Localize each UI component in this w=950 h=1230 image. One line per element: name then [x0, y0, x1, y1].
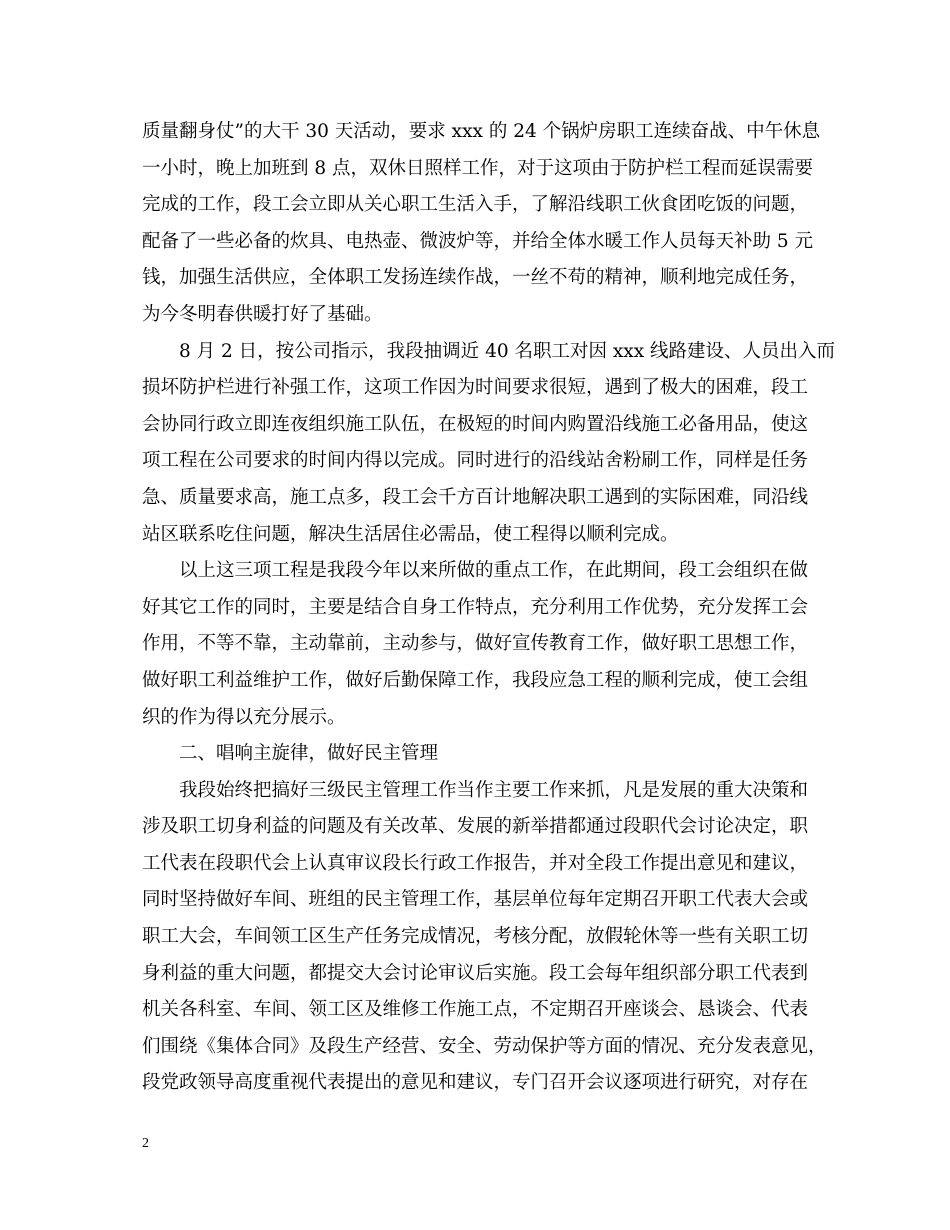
text-line: 同时坚持做好车间、班组的民主管理工作，基层单位每年定期召开职工代表大会或 [142, 889, 809, 911]
text-line: 们围绕《集体合同》及段生产经营、安全、劳动保护等方面的情况、充分发表意见， [142, 1035, 827, 1057]
text-line: 站区联系吃住问题，解决生活居住必需品，使工程得以顺利完成。 [142, 523, 679, 545]
text-line: 钱，加强生活供应，全体职工发扬连续作战，一丝不苟的精神，顺利地完成任务， [142, 267, 809, 289]
text-line: 急、质量要求高，施工点多，段工会千方百计地解决职工遇到的实际困难，同沿线 [142, 486, 809, 508]
paragraph-first-line: 8 月 2 日，按公司指示，我段抽调近 40 名职工对因 xxx 线路建设、人员出入而 [179, 340, 836, 362]
text-line: 会协同行政立即连夜组织施工队伍，在极短的时间内购置沿线施工必备用品，使这 [142, 413, 809, 435]
text-line: 为今冬明春供暖打好了基础。 [142, 303, 383, 325]
text-line: 一小时，晚上加班到 8 点，双休日照样工作，对于这项由于防护栏工程而延误需要 [142, 157, 814, 179]
text-line: 机关各科室、车间、领工区及维修工作施工点，不定期召开座谈会、恳谈会、代表 [142, 999, 809, 1021]
paragraph-first-line: 二、唱响主旋律，做好民主管理 [179, 743, 439, 765]
text-line: 项工程在公司要求的时间内得以完成。同时进行的沿线站舍粉刷工作，同样是任务 [142, 450, 809, 472]
text-line: 涉及职工切身利益的问题及有关改革、发展的新举措都通过段职代会讨论决定，职 [142, 816, 809, 838]
body-text [142, 114, 836, 1102]
text-line: 工代表在段职代会上认真审议段长行政工作报告，并对全段工作提出意见和建议， [142, 852, 809, 874]
text-line: 身利益的重大问题，都提交大会讨论审议后实施。段工会每年组织部分职工代表到 [142, 962, 809, 984]
text-line: 做好职工利益维护工作，做好后勤保障工作，我段应急工程的顺利完成，使工会组 [142, 669, 809, 691]
paragraph-first-line: 以上这三项工程是我段今年以来所做的重点工作，在此期间，段工会组织在做 [179, 560, 809, 582]
page-number: 2 [142, 1136, 149, 1151]
text-line: 作用，不等不靠，主动靠前，主动参与，做好宣传教育工作，做好职工思想工作， [142, 633, 809, 655]
text-line: 质量翻身仗”的大干 30 天活动，要求 xxx 的 24 个锅炉房职工连续奋战、中午休息 [142, 121, 821, 142]
text-line: 好其它工作的同时，主要是结合自身工作特点，充分利用工作优势，充分发挥工会 [142, 596, 809, 618]
text-line: 织的作为得以充分展示。 [142, 706, 346, 728]
text-line: 职工大会，车间领工区生产任务完成情况，考核分配，放假轮休等一些有关职工切 [142, 926, 809, 948]
text-line: 完成的工作，段工会立即从关心职工生活入手，了解沿线职工伙食团吃饭的问题， [142, 194, 809, 216]
text-line: 段党政领导高度重视代表提出的意见和建议，专门召开会议逐项进行研究，对存在 [142, 1072, 809, 1094]
paragraph-first-line: 我段始终把搞好三级民主管理工作当作主要工作来抓，凡是发展的重大决策和 [179, 779, 809, 801]
text-line: 损坏防护栏进行补强工作，这项工作因为时间要求很短，遇到了极大的困难，段工 [142, 377, 809, 399]
text-line: 配备了一些必备的炊具、电热壶、微波炉等，并给全体水暖工作人员每天补助 5 元 [142, 230, 814, 252]
